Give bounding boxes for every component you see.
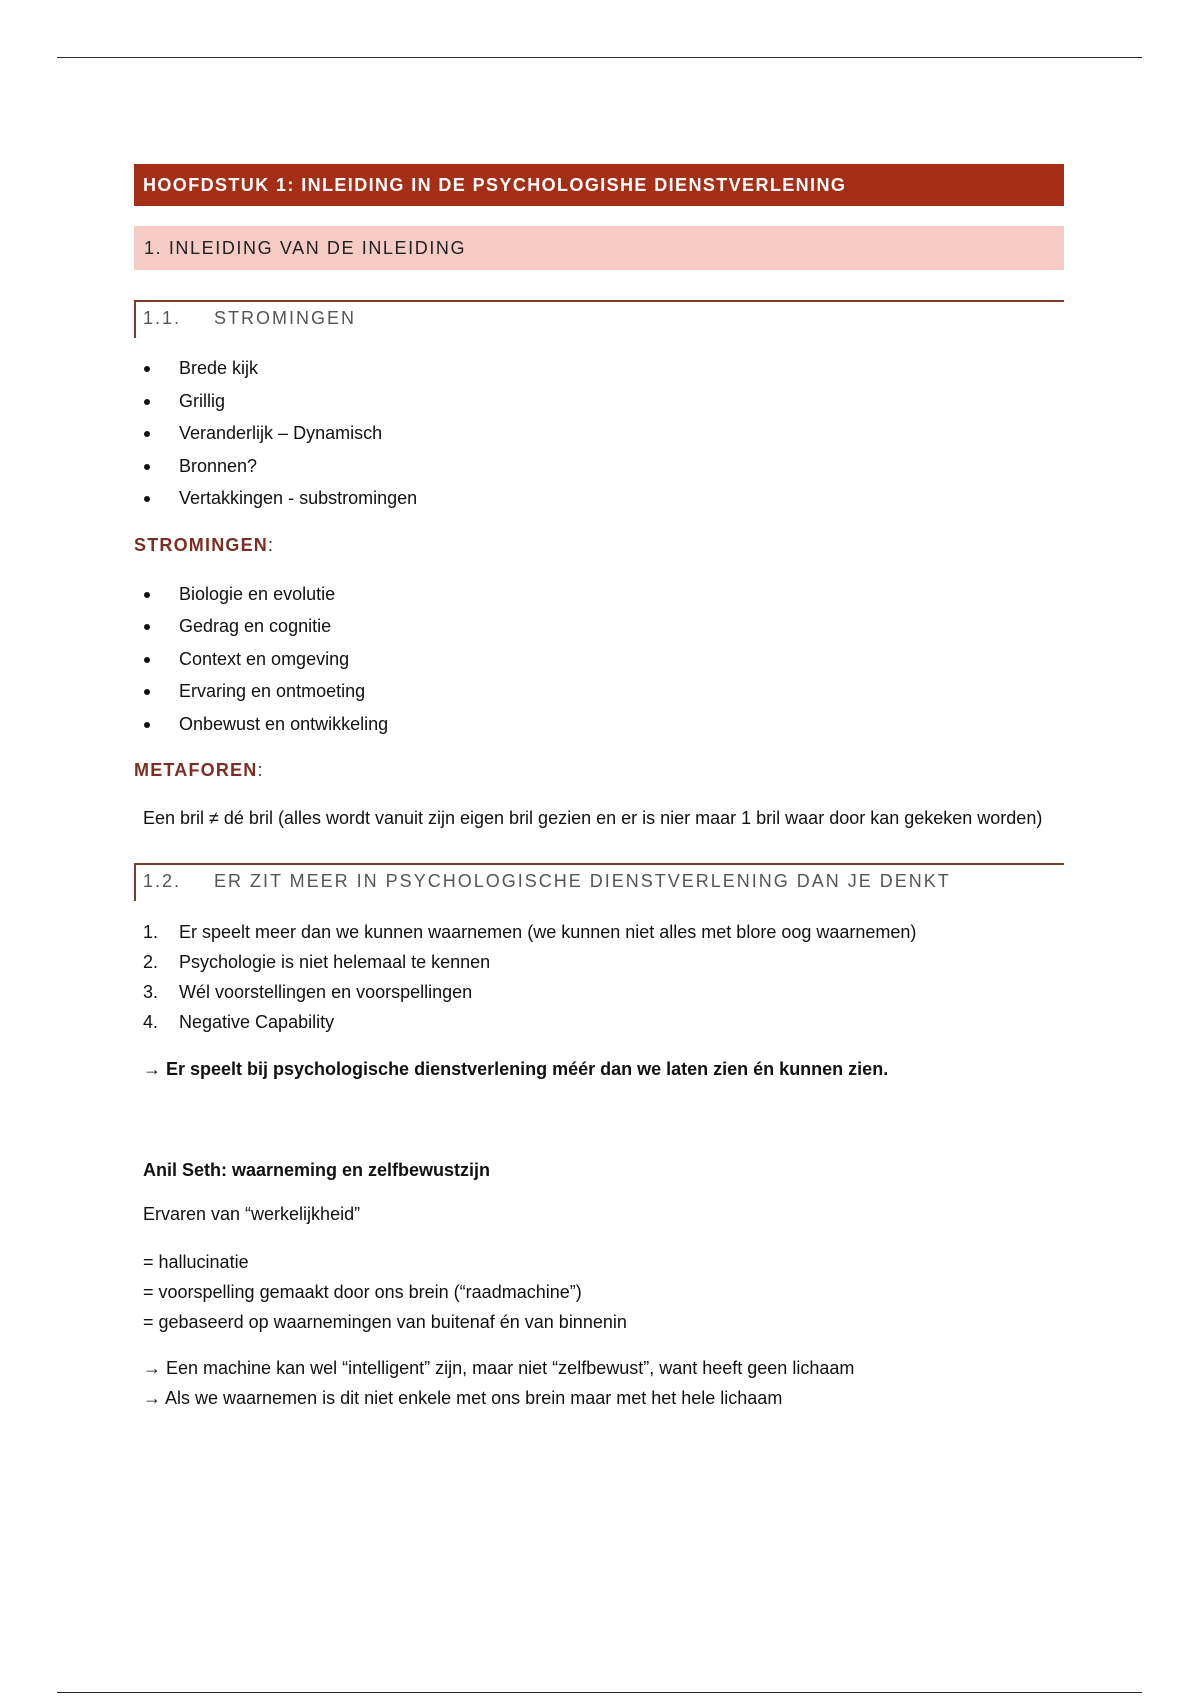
list-item: Grillig — [134, 385, 1064, 418]
equals-line: = voorspelling gemaakt door ons brein (“raadmachine”) — [143, 1282, 582, 1302]
list-item: Brede kijk — [134, 352, 1064, 385]
list-item: Onbewust en ontwikkeling — [134, 708, 1064, 741]
list-text: Psychologie is niet helemaal te kennen — [179, 952, 491, 972]
arrow-line: → Een machine kan wel “intelligent” zijn, maar niet “zelfbewust”, want heeft geen lichaam — [143, 1358, 855, 1378]
list-number: 2. — [143, 952, 159, 972]
section-heading: 1. INLEIDING VAN DE INLEIDING — [134, 226, 1064, 270]
metaforen-label-text: METAFOREN — [134, 760, 258, 780]
list-item: Bronnen? — [134, 450, 1064, 483]
list-number: 3. — [143, 982, 159, 1002]
list-number: 1. — [143, 922, 159, 942]
list-item: Ervaring en ontmoeting — [134, 675, 1064, 708]
stromingen-label — [134, 535, 1064, 556]
list-item: Biologie en evolutie — [134, 578, 1064, 611]
equals-line: = hallucinatie — [143, 1252, 249, 1272]
intro-bullet-list — [134, 352, 1064, 515]
chapter-title: HOOFDSTUK 1: INLEIDING IN DE PSYCHOLOGISHE DIENSTVERLENING — [134, 164, 1064, 206]
subsection-heading-1-1 — [134, 300, 1064, 338]
list-item — [134, 917, 1064, 947]
metaforen-label — [134, 760, 1064, 781]
stromingen-label-colon: : — [268, 534, 275, 555]
metaforen-label-colon: : — [257, 760, 264, 780]
subsection-heading-1-2 — [134, 863, 1064, 901]
page-footer-rule — [57, 1692, 1142, 1693]
list-item: Gedrag en cognitie — [134, 610, 1064, 643]
subsection-title: STROMINGEN — [214, 308, 357, 328]
anil-seth-heading: Anil Seth: waarneming en zelfbewustzijn — [143, 1160, 491, 1180]
list-item — [134, 947, 1064, 977]
list-item — [134, 977, 1064, 1007]
list-number: 4. — [143, 1012, 159, 1032]
subsection-number: 1.1. — [143, 308, 182, 328]
document-body — [134, 164, 1064, 1413]
arrow-line: → Als we waarnemen is dit niet enkele met ons brein maar met het hele lichaam — [143, 1388, 783, 1408]
subsection-number: 1.2. — [143, 871, 182, 891]
anil-intro-paragraph: Ervaren van “werkelijkheid” — [143, 1204, 361, 1224]
subsection-title: ER ZIT MEER IN PSYCHOLOGISCHE DIENSTVERLENING DAN JE DENKT — [214, 871, 951, 891]
stromingen-bullet-list — [134, 578, 1064, 741]
metaforen-paragraph: Een bril ≠ dé bril (alles wordt vanuit zijn eigen bril gezien en er is nier maar 1 bril waar door kan gekeken worden) — [143, 808, 1043, 828]
page-header-rule — [57, 57, 1142, 58]
stromingen-label-text: STROMINGEN — [134, 534, 269, 555]
numbered-list — [134, 917, 1064, 1037]
conclusion-statement: → Er speelt bij psychologische dienstverlening méér dan we laten zien én kunnen zien. — [143, 1059, 889, 1079]
anil-equals-list — [143, 1247, 1064, 1337]
list-text: Wél voorstellingen en voorspellingen — [179, 982, 473, 1002]
list-item — [134, 1007, 1064, 1037]
list-text: Er speelt meer dan we kunnen waarnemen (we kunnen niet alles met blore oog waarnemen) — [179, 922, 917, 942]
list-text: Negative Capability — [179, 1012, 335, 1032]
anil-arrow-list — [143, 1353, 1064, 1413]
list-item: Veranderlijk – Dynamisch — [134, 417, 1064, 450]
equals-line: = gebaseerd op waarnemingen van buitenaf én van binnenin — [143, 1312, 627, 1332]
list-item: Context en omgeving — [134, 643, 1064, 676]
list-item: Vertakkingen - substromingen — [134, 482, 1064, 515]
